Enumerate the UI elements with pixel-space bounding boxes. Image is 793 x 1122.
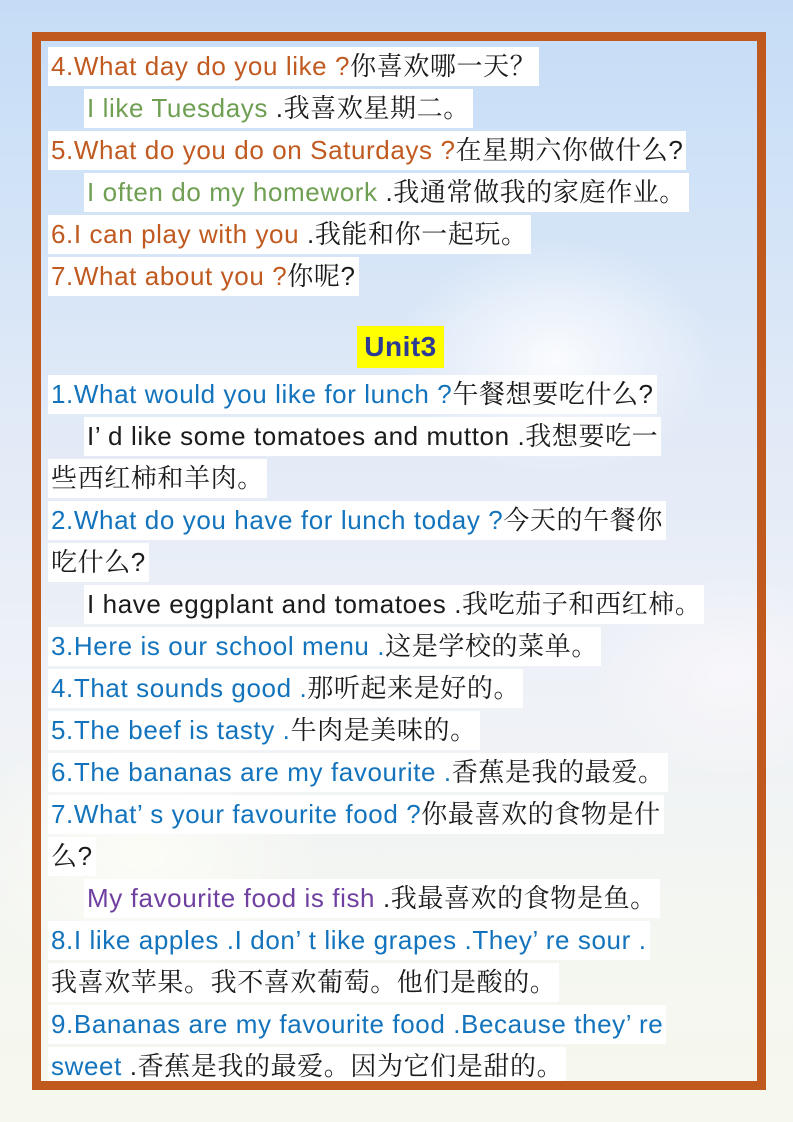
chinese-translation-text: 牛肉是美味的。 [290,714,477,745]
sentence-line [48,959,753,1001]
content-frame [32,32,766,1090]
sentence-line [48,833,753,875]
chinese-translation-text: 你呢? [287,260,356,291]
chinese-translation-text: 这是学校的菜单。 [385,630,598,661]
english-sentence-text: 6.The bananas are my favourite . [51,756,452,787]
english-sentence-text: 4.What day do you like ? [51,50,351,81]
line-highlight-band [48,627,601,666]
chinese-translation-text: 在星期六你做什么? [455,134,684,165]
line-highlight-band [84,173,689,212]
english-sentence-text: My favourite food is fish [87,882,383,913]
english-sentence-text: 9.Bananas are my favourite food .Because they’ re [51,1008,664,1039]
chinese-translation-text: 吃什么? [51,546,146,577]
english-sentence-text: sweet [51,1050,130,1081]
line-highlight-band [48,795,664,834]
english-sentence-text: I often do my homework [87,176,386,207]
sentence-line [48,917,753,959]
line-highlight-band [48,459,267,498]
sentence-line [48,623,753,665]
english-sentence-text: 8.I like apples .I don’ t like grapes .They’ re sour . [51,924,647,955]
sentence-line [48,413,753,455]
unit-heading-line [48,323,753,367]
sentence-line [48,749,753,791]
sentence-line [48,455,753,497]
sentence-line [48,497,753,539]
sentence-line [48,539,753,581]
sentence-line [48,169,753,211]
line-highlight-band [84,417,661,456]
line-highlight-band [48,921,650,960]
line-highlight-band [48,1047,566,1086]
line-highlight-band [48,711,480,750]
chinese-translation-text: .我通常做我的家庭作业。 [385,176,686,207]
sentence-line [48,791,753,833]
chinese-translation-text: 今天的午餐你 [503,504,663,535]
chinese-translation-text: 那听起来是好的。 [307,672,521,703]
chinese-translation-text: 香蕉是我的最爱。 [451,756,665,787]
line-highlight-band [48,837,96,876]
chinese-translation-text: .我最喜欢的食物是鱼。 [382,882,657,913]
chinese-translation-text: 午餐想要吃什么? [452,378,654,409]
english-sentence-text: 4.That sounds good . [51,672,308,703]
sentence-line [48,211,753,253]
english-sentence-text: 1.What would you like for lunch ? [51,378,453,409]
line-highlight-band [48,131,686,170]
sentence-line [48,85,753,127]
chinese-translation-text: 些西红柿和羊肉。 [51,462,264,493]
english-sentence-text: 2.What do you have for lunch today ? [51,504,504,535]
sentence-line [48,127,753,169]
english-sentence-text: 5.What do you do on Saturdays ? [51,134,456,165]
chinese-translation-text: I have eggplant and tomatoes .我吃茄子和西红柿。 [87,588,702,619]
line-highlight-band [84,585,704,624]
unit3-sentence-list [48,371,753,1085]
chinese-translation-text: 你最喜欢的食物是什 [421,798,661,829]
line-highlight-band [48,753,668,792]
sentence-line [48,253,753,295]
line-highlight-band [48,375,657,414]
chinese-translation-text: 我喜欢苹果。我不喜欢葡萄。他们是酸的。 [51,966,557,997]
english-sentence-text: I like Tuesdays [87,92,276,123]
unit-heading: Unit3 [357,326,444,368]
english-sentence-text: 6.I can play with you [51,218,307,249]
chinese-translation-text: .香蕉是我的最爱。因为它们是甜的。 [129,1050,564,1081]
sentence-line [48,43,753,85]
english-sentence-text: 5.The beef is tasty . [51,714,291,745]
line-highlight-band [48,47,539,86]
sentence-line [48,581,753,623]
line-highlight-band [48,963,559,1002]
chinese-translation-text: I’ d like some tomatoes and mutton .我想要吃一 [87,420,659,451]
line-highlight-band [84,89,473,128]
english-sentence-text: 7.What about you ? [51,260,288,291]
chinese-translation-text: .我喜欢星期二。 [275,92,470,123]
line-highlight-band [84,879,660,918]
sentence-line [48,665,753,707]
chinese-translation-text: .我能和你一起玩。 [307,218,528,249]
sentence-line [48,1001,753,1043]
sentence-line [48,1043,753,1085]
line-highlight-band [48,501,666,540]
line-highlight-band [48,669,523,708]
line-highlight-band [48,543,149,582]
english-sentence-text: 7.What’ s your favourite food ? [51,798,422,829]
line-highlight-band [48,257,359,296]
chinese-translation-text: 你喜欢哪一天？ [350,50,537,81]
chinese-translation-text: 么? [51,840,93,871]
line-highlight-band [48,215,531,254]
sentence-line [48,875,753,917]
sentence-line [48,707,753,749]
english-sentence-text: 3.Here is our school menu . [51,630,386,661]
sentence-line [48,371,753,413]
unit2-sentence-list [48,43,753,295]
section-gap [48,295,753,323]
line-highlight-band [48,1005,666,1044]
